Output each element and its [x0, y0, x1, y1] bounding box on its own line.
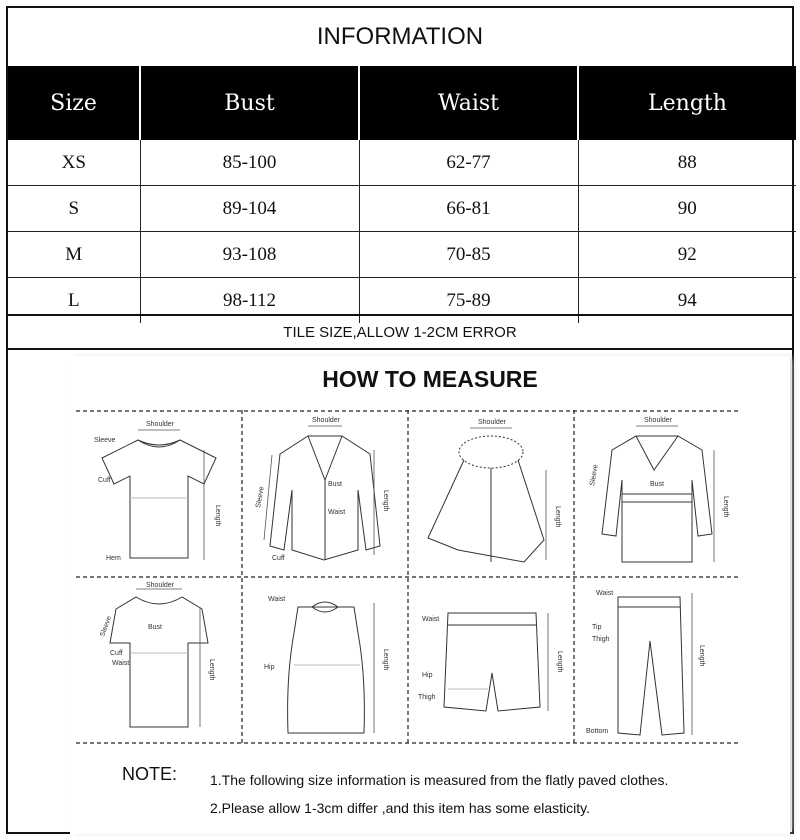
label-bust: Bust — [148, 624, 163, 631]
cell-bust: 98-112 — [140, 278, 359, 324]
cell-length: 88 — [578, 140, 796, 186]
how-to-measure-panel — [70, 356, 790, 834]
label-length: Length — [208, 659, 215, 681]
label-length: Length — [214, 505, 221, 527]
note-line-1: 1.The following size information is measured from the flatly paved clothes. — [210, 772, 669, 788]
label-waist: Waist — [328, 509, 346, 516]
measure-diagram-grid — [76, 410, 740, 744]
label-waist: Waist — [268, 596, 286, 603]
information-title-row — [8, 8, 792, 68]
label-shoulder: Shoulder — [146, 421, 175, 428]
label-waist: Waist — [596, 590, 614, 597]
how-to-measure-title: HOW TO MEASURE — [322, 366, 538, 392]
label-hip: Hip — [422, 672, 433, 679]
cell-bust: 85-100 — [140, 140, 359, 186]
label-sleeve: Sleeve — [99, 615, 114, 638]
cape-coat-diagram — [408, 410, 574, 577]
cell-bust: 93-108 — [140, 232, 359, 278]
label-sleeve: Sleeve — [589, 464, 600, 487]
shorts-diagram — [408, 577, 574, 744]
skirt-diagram — [242, 577, 408, 744]
cell-waist: 62-77 — [359, 140, 578, 186]
cell-length: 94 — [578, 278, 796, 324]
cell-waist: 70-85 — [359, 232, 578, 278]
cell-length: 90 — [578, 186, 796, 232]
label-shoulder: Shoulder — [146, 582, 175, 589]
cell-bust: 89-104 — [140, 186, 359, 232]
cell-size: XS — [61, 151, 86, 173]
dress-diagram — [76, 577, 242, 744]
label-bottom: Bottom — [586, 728, 609, 735]
label-shoulder: Shoulder — [312, 417, 341, 424]
label-length: Length — [722, 496, 729, 518]
label-shoulder: Shoulder — [478, 419, 507, 426]
label-waist: Waist — [112, 660, 130, 667]
label-cuff: Cuff — [110, 650, 123, 657]
label-shoulder: Shoulder — [644, 417, 673, 424]
label-length: Length — [382, 649, 389, 671]
tshirt-diagram — [76, 410, 242, 577]
label-cuff: Cuff — [272, 555, 285, 562]
size-table-header — [8, 66, 796, 140]
trench-coat-diagram — [574, 410, 740, 577]
label-waist: Waist — [422, 616, 440, 623]
cell-size: L — [8, 278, 140, 324]
size-table — [8, 66, 796, 323]
label-length: Length — [556, 651, 563, 673]
cell-size: M — [8, 232, 140, 278]
label-thigh: Thigh — [418, 694, 436, 701]
label-bust: Bust — [650, 481, 665, 488]
table-row — [8, 186, 796, 232]
pants-diagram — [574, 577, 740, 744]
cell-waist: 66-81 — [359, 186, 578, 232]
size-chart-sheet — [6, 6, 794, 834]
label-thigh: Thigh — [592, 636, 610, 643]
label-tip: Tip — [592, 624, 602, 631]
cell-waist: 75-89 — [359, 278, 578, 324]
label-hip: Hip — [264, 664, 275, 671]
label-length: Length — [554, 506, 561, 528]
label-cuff: Cuff — [98, 477, 111, 484]
blazer-diagram — [242, 410, 408, 577]
label-sleeve: Sleeve — [255, 486, 266, 509]
information-title: INFORMATION — [316, 23, 484, 50]
tile-size-note: TILE SIZE,ALLOW 1-2CM ERROR — [8, 314, 792, 350]
header-bust: Bust — [140, 66, 359, 140]
table-row — [8, 140, 796, 186]
label-length: Length — [382, 490, 389, 512]
header-waist: Waist — [359, 66, 578, 140]
cell-size: S — [8, 186, 140, 232]
label-hem: Hem — [106, 555, 121, 562]
cell-length: 92 — [578, 232, 796, 278]
label-length: Length — [698, 645, 705, 667]
note-label: NOTE: — [122, 764, 178, 784]
label-sleeve: Sleeve — [94, 437, 116, 444]
note-line-2: 2.Please allow 1-3cm differ ,and this item has some elasticity. — [210, 800, 590, 816]
header-size: Size — [8, 66, 140, 140]
table-row — [8, 232, 796, 278]
label-bust: Bust — [328, 481, 343, 488]
header-length: Length — [578, 66, 796, 140]
